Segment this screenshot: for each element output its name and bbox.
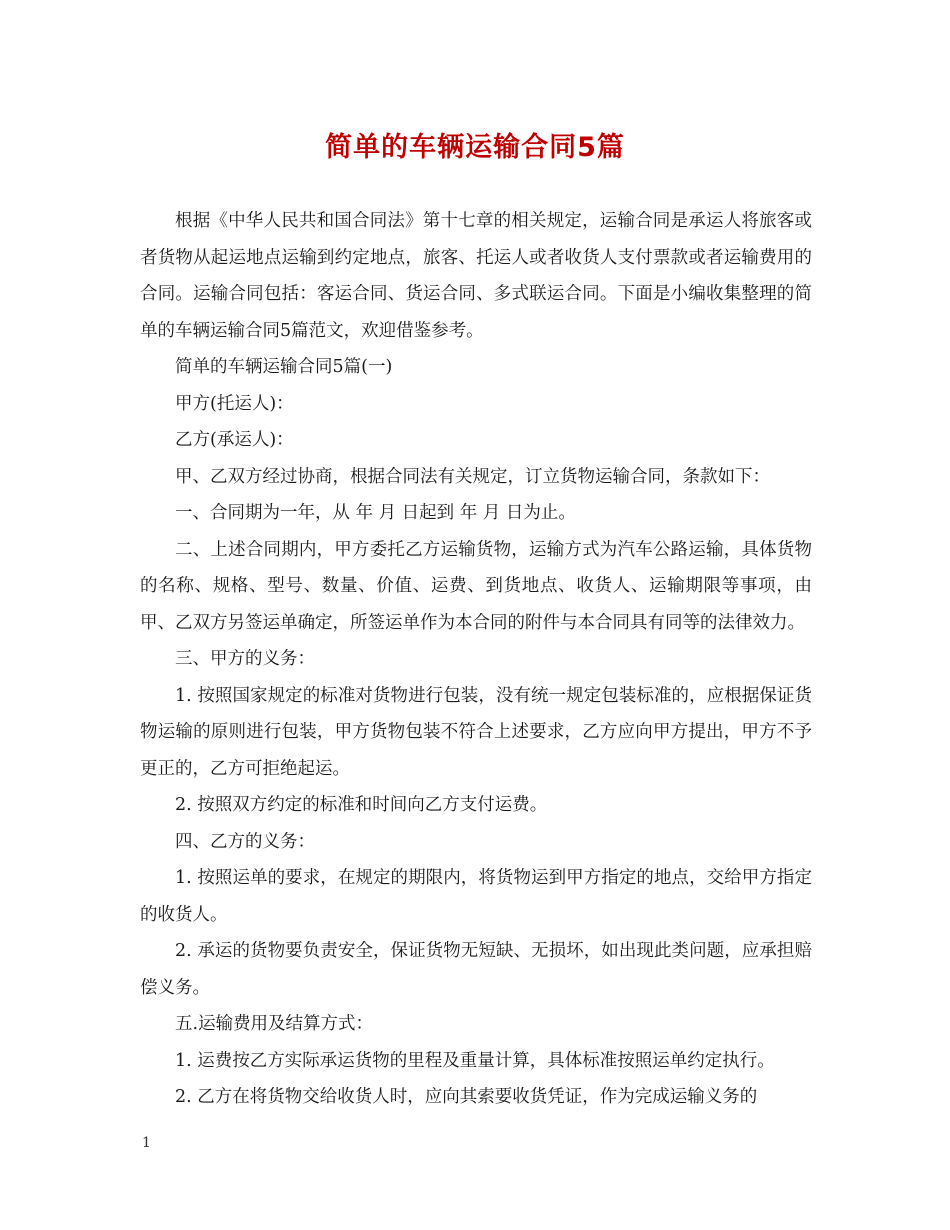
paragraph-party-b: 乙方(承运人)： xyxy=(175,430,294,450)
paragraph-clause-1: 一、合同期为一年，从 年 月 日起到 年 月 日为止。 xyxy=(175,503,576,523)
paragraph-clause-4-item-1: 1. 按照运单的要求，在规定的期限内，将货物运到甲方指定的地点，交给甲方指定的收货人。 xyxy=(140,868,812,925)
paragraph-clause-5-item-1: 1. 运费按乙方实际承运货物的里程及重量计算，具体标准按照运单约定执行。 xyxy=(175,1050,775,1071)
paragraph-party-a: 甲方(托运人)： xyxy=(175,393,294,414)
paragraph-clause-3-heading: 三、甲方的义务： xyxy=(175,649,315,669)
paragraph-clause-3-item-2: 2. 按照双方约定的标准和时间向乙方支付运费。 xyxy=(175,795,548,815)
document-title: 简单的车辆运输合同5篇 xyxy=(325,132,625,163)
paragraph-clause-4-heading: 四、乙方的义务： xyxy=(175,831,315,852)
paragraph-contract-heading: 简单的车辆运输合同5篇(一) xyxy=(175,357,393,377)
paragraph-clause-2: 二、上述合同期内，甲方委托乙方运输货物，运输方式为汽车公路运输，具体货物的名称、规格、型号、数量、价值、运费、到货地点、收货人、运输期限等事项，由甲、乙双方另签运单确定，所签运单作为本合同的附件与本合同具有同等的法律效力。 xyxy=(140,539,812,633)
document-body xyxy=(140,203,812,1116)
paragraph-clause-5-heading: 五.运输费用及结算方式： xyxy=(175,1014,374,1034)
page-number: 1 xyxy=(142,1135,151,1151)
paragraph-intro: 根据《中华人民共和国合同法》第十七章的相关规定，运输合同是承运人将旅客或者货物从起运地点运输到约定地点，旅客、托运人或者收货人支付票款或者运输费用的合同。运输合同包括：客运合同、货运合同、多式联运合同。下面是小编收集整理的简单的车辆运输合同5篇范文，欢迎借鉴参考。 xyxy=(140,211,812,341)
paragraph-clause-5-item-2: 2. 乙方在将货物交给收货人时，应向其索要收货凭证，作为完成运输义务的 xyxy=(175,1087,758,1107)
paragraph-clause-4-item-2: 2. 承运的货物要负责安全，保证货物无短缺、无损坏，如出现此类问题，应承担赔偿义务。 xyxy=(140,941,812,998)
paragraph-agreement: 甲、乙双方经过协商，根据合同法有关规定，订立货物运输合同，条款如下： xyxy=(175,466,770,487)
paragraph-clause-3-item-1: 1. 按照国家规定的标准对货物进行包装，没有统一规定包装标准的，应根据保证货物运输的原则进行包装，甲方货物包装不符合上述要求，乙方应向甲方提出，甲方不予更正的，乙方可拒绝起运。 xyxy=(140,685,812,779)
